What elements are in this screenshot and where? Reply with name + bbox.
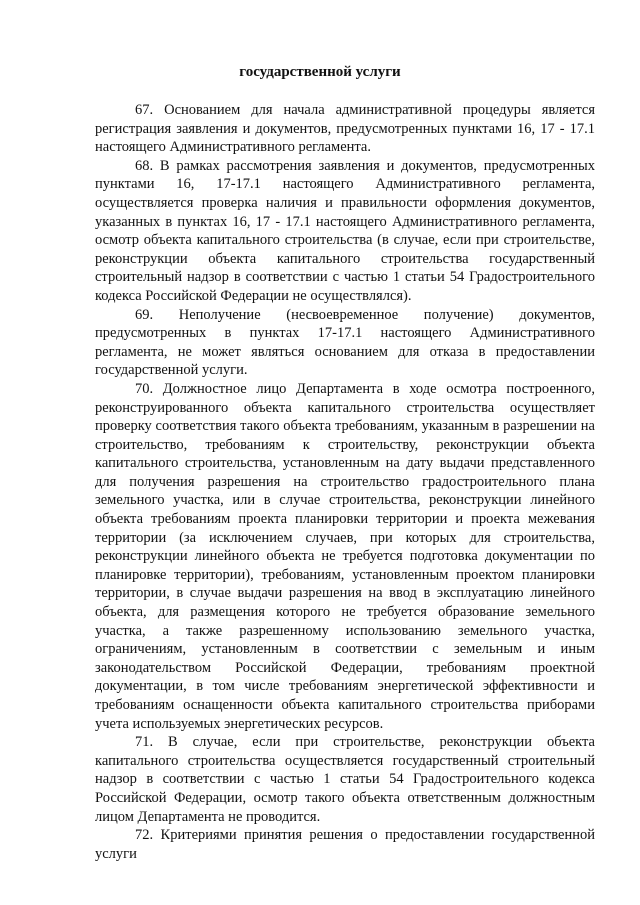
paragraph-67: 67. Основанием для начала административной процедуры является регистрация заявления и документов, предусмотренных пунктами 16, 17 - 17.1 настоящего Административного регламента. xyxy=(95,102,595,156)
paragraph-71: 71. В случае, если при строительстве, реконструкции объекта капитального строительства осуществляется государственный строительный надзор в соответствии с частью 1 статьи 54 Градостроительного кодекса Российской Федерации, осмотр такого объекта ответственным должностным лицом Департамента не проводится. xyxy=(95,734,595,825)
document-body xyxy=(95,101,595,863)
paragraph-68: 68. В рамках рассмотрения заявления и документов, предусмотренных пунктами 16, 17-17.1 настоящего Административного регламента, осуществляется проверка наличия и правильности оформления документов, указанных в пунктах 16, 17 - 17.1 настоящего Административного регламента, осмотр объекта капитального строительства (в случае, если при строительстве, реконструкции объекта капитального строительства государственный строительный надзор в соответствии с частью 1 статьи 54 Градостроительного кодекса Российской Федерации не осуществлялся). xyxy=(95,157,595,304)
section-heading: государственной услуги xyxy=(239,64,401,80)
paragraph-69: 69. Неполучение (несвоевременное получение) документов, предусмотренных в пунктах 17-17.1 настоящего Административного регламента, не может являться основанием для отказа в предоставлении государственной услуги. xyxy=(95,306,595,379)
paragraph-72: 72. Критериями принятия решения о предоставлении государственной услуги xyxy=(95,827,595,862)
paragraph-70: 70. Должностное лицо Департамента в ходе осмотра построенного, реконструированного объекта капитального строительства осуществляет проверку соответствия такого объекта требованиям, указанным в разрешении на строительство, требованиям к строительству, реконструкции объекта капитального строительства, установленным на дату выдачи представленного для получения разрешения на строительство градостроительного плана земельного участка, или в случае строительства, реконструкции линейного объекта требованиям проекта планировки территории и проекта межевания территории (за исключением случаев, при которых для строительства, реконструкции линейного объекта не требуется подготовка документации по планировке территории), требованиям, установленным проектом планировки территории, в случае выдачи разрешения на ввод в эксплуатацию линейного объекта, для размещения которого не требуется образование земельного участка, а также разрешенному использованию земельного участка, ограничениям, установленным в соответствии с земельным и иным законодательством Российской Федерации, требованиям проектной документации, в том числе требованиям энергетической эффективности и требованиям оснащенности объекта капитального строительства приборами учета используемых энергетических ресурсов. xyxy=(95,380,595,732)
